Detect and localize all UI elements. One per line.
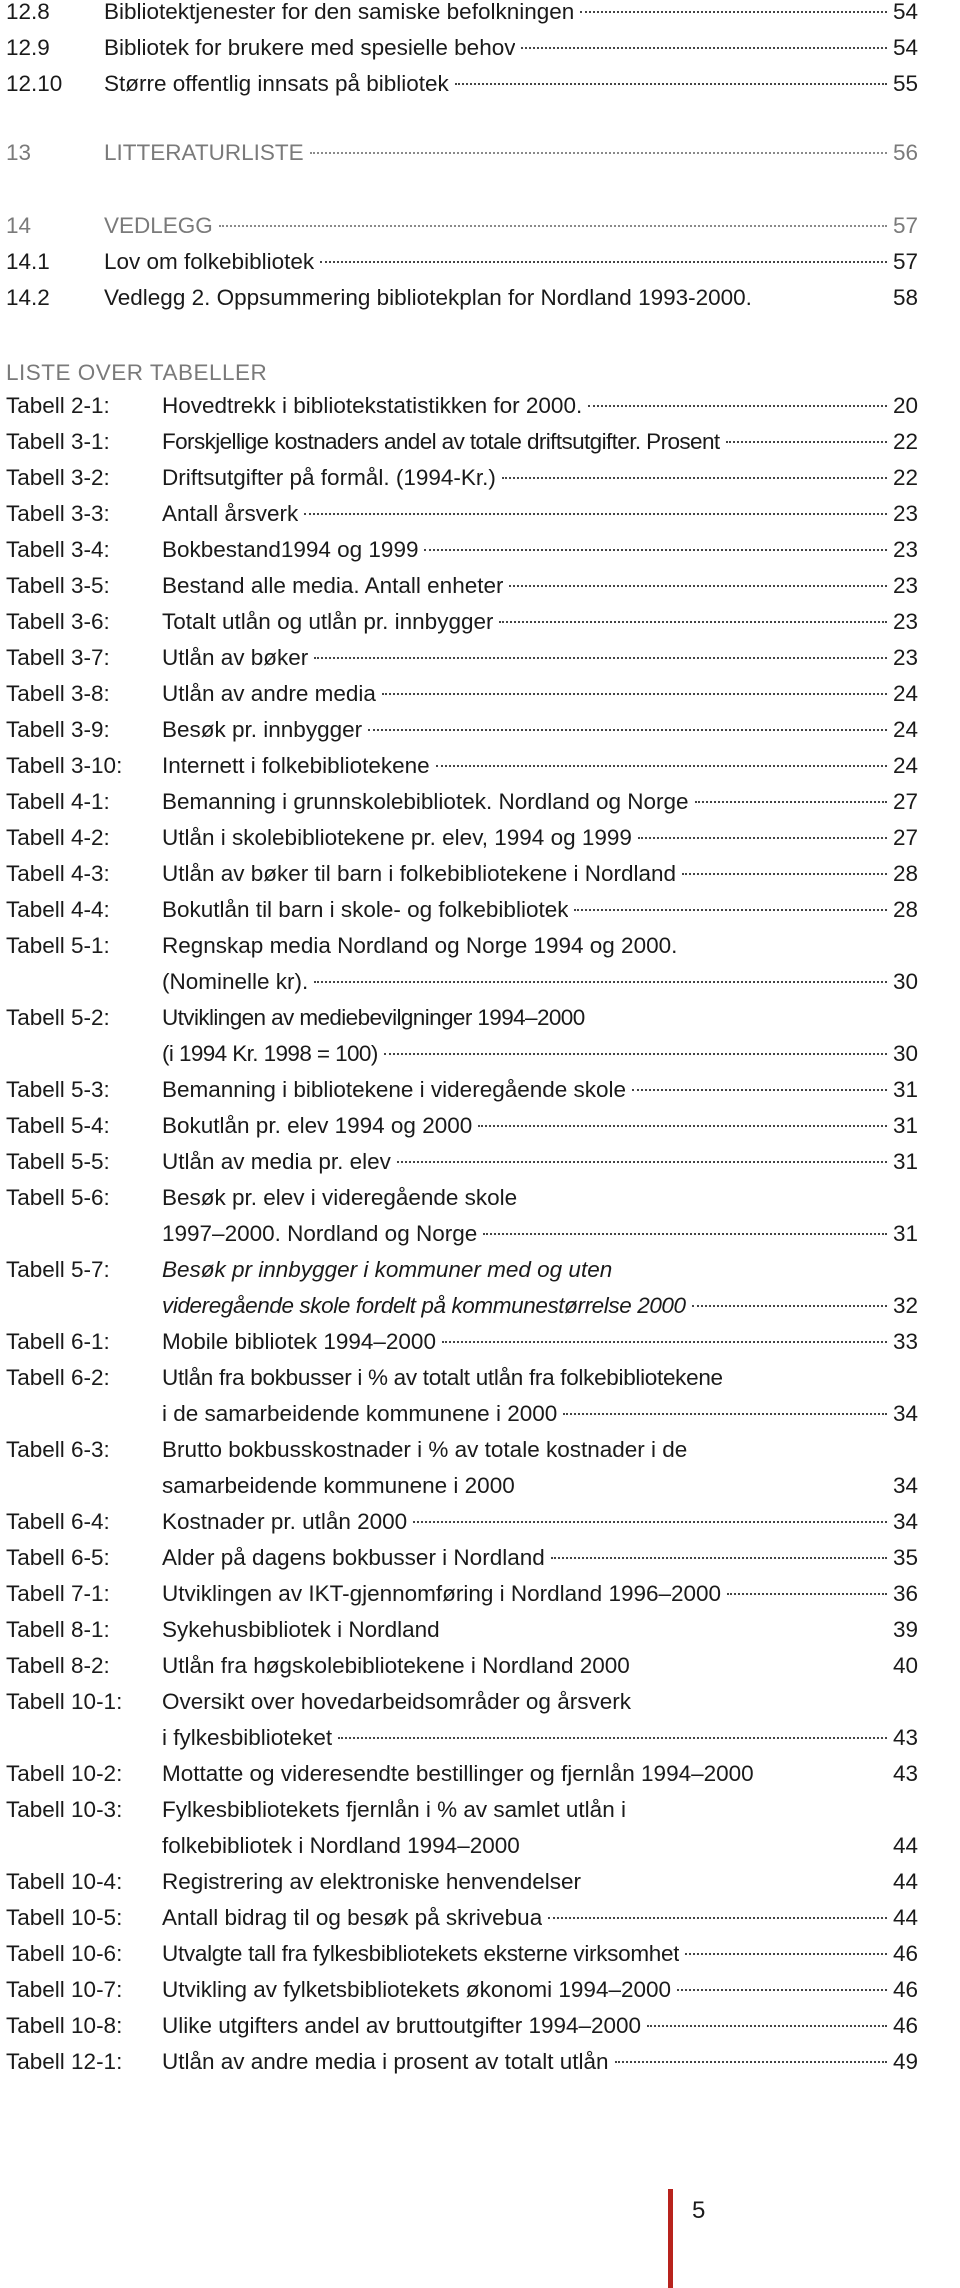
toc-entry[interactable] (6, 0, 918, 29)
table-label: Tabell 7-1: (6, 1581, 110, 1606)
table-title: Bokutlån pr. elev 1994 og 2000 (162, 1113, 473, 1138)
leader-dots (382, 693, 887, 695)
table-page: 44 (892, 1905, 918, 1930)
table-page: 23 (892, 573, 918, 598)
table-title: Hovedtrekk i bibliotekstatistikken for 2000. (162, 393, 583, 418)
table-entry[interactable] (6, 1792, 918, 1864)
table-page: 23 (892, 537, 918, 562)
leader-dots (320, 261, 887, 263)
table-title: Besøk pr. innbygger (162, 717, 363, 742)
table-page: 44 (892, 1869, 918, 1894)
table-title: Bemanning i bibliotekene i videregående skole (162, 1077, 627, 1102)
tables-heading: LISTE OVER TABELLER (6, 360, 268, 385)
leader-dots (502, 477, 887, 479)
table-page: 31 (892, 1077, 918, 1102)
table-page: 43 (892, 1761, 918, 1786)
leader-dots (692, 1305, 887, 1307)
table-page: 32 (892, 1293, 918, 1318)
table-label: Tabell 3-7: (6, 645, 110, 670)
table-title: Bemanning i grunnskolebibliotek. Nordland og Norge (162, 789, 689, 814)
table-page: 24 (892, 681, 918, 706)
page-number: 5 (692, 2197, 706, 2224)
toc-number: 13 (6, 140, 32, 165)
table-entry[interactable] (6, 928, 918, 1000)
leader-dots (548, 1917, 887, 1919)
table-title: Forskjellige kostnaders andel av totale driftsutgifter. Prosent (162, 429, 720, 454)
table-page: 24 (892, 717, 918, 742)
table-title: Antall årsverk (162, 501, 299, 526)
table-title: Utlån i skolebibliotekene pr. elev, 1994 og 1999 (162, 825, 632, 850)
leader-dots (727, 1593, 887, 1595)
table-page: 46 (892, 2013, 918, 2038)
toc-title: Bibliotektjenester for den samiske befolkningen (104, 0, 575, 24)
leader-dots (314, 981, 887, 983)
table-label: Tabell 10-5: (6, 1905, 123, 1930)
table-title: Besøk pr innbygger i kommuner med og uten (162, 1257, 613, 1282)
table-label: Tabell 10-6: (6, 1941, 123, 1966)
table-title: Utvalgte tall fra fylkesbibliotekets eksterne virksomhet (162, 1941, 680, 1966)
toc-page: 56 (892, 140, 918, 165)
table-title: Antall bidrag til og besøk på skrivebua (162, 1905, 543, 1930)
toc-number: 12.9 (6, 35, 50, 60)
leader-dots (632, 1089, 887, 1091)
table-label: Tabell 8-2: (6, 1653, 110, 1678)
toc-page: 54 (892, 0, 918, 24)
table-label: Tabell 10-3: (6, 1797, 123, 1822)
table-label: Tabell 4-2: (6, 825, 110, 850)
table-label: Tabell 5-3: (6, 1077, 110, 1102)
table-label: Tabell 6-2: (6, 1365, 110, 1390)
table-label: Tabell 3-6: (6, 609, 110, 634)
table-title: Internett i folkebibliotekene (162, 753, 430, 778)
table-title-continued: samarbeidende kommunene i 2000 (162, 1473, 515, 1498)
table-page: 23 (892, 501, 918, 526)
table-entry[interactable] (6, 1360, 918, 1432)
table-title-continued: videregående skole fordelt på kommunestørrelse 2000 (162, 1293, 686, 1318)
table-title: Totalt utlån og utlån pr. innbygger (162, 609, 494, 634)
toc-entry[interactable] (6, 31, 918, 65)
leader-dots (397, 1161, 887, 1163)
leader-dots (615, 2061, 887, 2063)
table-title: Utviklingen av mediebevilgninger 1994–2000 (162, 1005, 585, 1030)
table-page: 27 (892, 789, 918, 814)
leader-dots (580, 11, 887, 13)
table-label: Tabell 4-1: (6, 789, 110, 814)
table-title: Registrering av elektroniske henvendelser (162, 1869, 581, 1894)
leader-dots (677, 1989, 887, 1991)
table-title: Mobile bibliotek 1994–2000 (162, 1329, 436, 1354)
table-page: 30 (892, 969, 918, 994)
table-title: Ulike utgifters andel av bruttoutgifter 1994–2000 (162, 2013, 642, 2038)
table-page: 33 (892, 1329, 918, 1354)
table-page: 23 (892, 609, 918, 634)
table-page: 20 (892, 393, 918, 418)
toc-page: 57 (892, 249, 918, 274)
table-label: Tabell 3-5: (6, 573, 110, 598)
table-title: Bokbestand1994 og 1999 (162, 537, 419, 562)
table-label: Tabell 12-1: (6, 2049, 123, 2074)
table-title: Besøk pr. elev i videregående skole (162, 1185, 518, 1210)
table-title: Utvikling av fylketsbibliotekets økonomi 1994–2000 (162, 1977, 672, 2002)
table-label: Tabell 10-8: (6, 2013, 123, 2038)
toc-number: 12.10 (6, 71, 63, 96)
table-entry[interactable] (6, 1684, 918, 1756)
table-title: Utlån fra bokbusser i % av totalt utlån fra folkebibliotekene (162, 1365, 723, 1390)
table-label: Tabell 3-8: (6, 681, 110, 706)
leader-dots (436, 765, 887, 767)
table-entry[interactable] (6, 1432, 918, 1504)
page-marker-bar (668, 2189, 673, 2288)
table-label: Tabell 8-1: (6, 1617, 110, 1642)
table-entry[interactable] (6, 1000, 918, 1072)
toc-number: 12.8 (6, 0, 50, 24)
leader-dots (695, 801, 887, 803)
table-page: 22 (892, 429, 918, 454)
table-title-continued: (Nominelle kr). (162, 969, 309, 994)
toc-entry[interactable] (6, 67, 918, 101)
table-title: Alder på dagens bokbusser i Nordland (162, 1545, 545, 1570)
table-page: 28 (892, 861, 918, 886)
table-label: Tabell 10-4: (6, 1869, 123, 1894)
table-title: Bokutlån til barn i skole- og folkebibliotek (162, 897, 569, 922)
table-label: Tabell 6-4: (6, 1509, 110, 1534)
table-page: 31 (892, 1149, 918, 1174)
leader-dots (310, 152, 887, 154)
table-page: 34 (892, 1473, 918, 1498)
leader-dots (455, 83, 887, 85)
table-page: 44 (892, 1833, 918, 1858)
toc-entry[interactable] (6, 281, 918, 315)
toc-title: Vedlegg 2. Oppsummering bibliotekplan for Nordland 1993-2000. (104, 285, 752, 310)
table-page: 36 (892, 1581, 918, 1606)
leader-dots (368, 729, 887, 731)
table-page: 39 (892, 1617, 918, 1642)
table-page: 31 (892, 1113, 918, 1138)
toc-page: 55 (892, 71, 918, 96)
table-page: 46 (892, 1977, 918, 2002)
leader-dots (478, 1125, 887, 1127)
table-title: Utlån av bøker til barn i folkebibliotekene i Nordland (162, 861, 677, 886)
leader-dots (726, 441, 887, 443)
table-page: 27 (892, 825, 918, 850)
leader-dots (521, 47, 886, 49)
leader-dots (384, 1053, 887, 1055)
table-label: Tabell 3-4: (6, 537, 110, 562)
toc-number: 14.1 (6, 249, 50, 274)
table-title-continued: 1997–2000. Nordland og Norge (162, 1221, 478, 1246)
table-entry[interactable] (6, 1180, 918, 1252)
table-page: 43 (892, 1725, 918, 1750)
table-label: Tabell 6-3: (6, 1437, 110, 1462)
leader-dots (563, 1413, 887, 1415)
toc-title: Større offentlig innsats på bibliotek (104, 71, 449, 96)
table-page: 24 (892, 753, 918, 778)
leader-dots (638, 837, 887, 839)
table-title: Utlån av media pr. elev (162, 1149, 391, 1174)
toc-title: LITTERATURLISTE (104, 140, 304, 165)
table-label: Tabell 10-7: (6, 1977, 123, 2002)
table-page: 28 (892, 897, 918, 922)
table-label: Tabell 5-6: (6, 1185, 110, 1210)
table-label: Tabell 4-4: (6, 897, 110, 922)
table-title: Fylkesbibliotekets fjernlån i % av samlet utlån i (162, 1797, 626, 1822)
table-title: Driftsutgifter på formål. (1994-Kr.) (162, 465, 496, 490)
table-page: 34 (892, 1509, 918, 1534)
toc-title: Bibliotek for brukere med spesielle behov (104, 35, 516, 60)
table-label: Tabell 10-2: (6, 1761, 123, 1786)
table-page: 35 (892, 1545, 918, 1570)
table-page: 30 (892, 1041, 918, 1066)
toc-page: 54 (892, 35, 918, 60)
toc-title: VEDLEGG (104, 213, 213, 238)
table-page: 34 (892, 1401, 918, 1426)
toc-page: 57 (892, 213, 918, 238)
leader-dots (647, 2025, 887, 2027)
leader-dots (483, 1233, 887, 1235)
table-title: Regnskap media Nordland og Norge 1994 og 2000. (162, 933, 678, 958)
table-page: 23 (892, 645, 918, 670)
table-label: Tabell 5-2: (6, 1005, 110, 1030)
leader-dots (442, 1341, 887, 1343)
toc-title: Lov om folkebibliotek (104, 249, 315, 274)
table-title-continued: (i 1994 Kr. 1998 = 100) (162, 1041, 378, 1066)
table-title: Bestand alle media. Antall enheter (162, 573, 504, 598)
table-title-continued: folkebibliotek i Nordland 1994–2000 (162, 1833, 520, 1858)
table-title: Brutto bokbusskostnader i % av totale kostnader i de (162, 1437, 688, 1462)
table-page: 49 (892, 2049, 918, 2074)
table-page: 40 (892, 1653, 918, 1678)
table-title: Utviklingen av IKT-gjennomføring i Nordland 1996–2000 (162, 1581, 722, 1606)
leader-dots (574, 909, 886, 911)
table-label: Tabell 6-5: (6, 1545, 110, 1570)
leader-dots (219, 225, 887, 227)
toc-page: 58 (892, 285, 918, 310)
table-title: Utlån av bøker (162, 645, 309, 670)
leader-dots (338, 1737, 887, 1739)
table-label: Tabell 10-1: (6, 1689, 123, 1714)
leader-dots (588, 405, 887, 407)
leader-dots (314, 657, 887, 659)
table-label: Tabell 3-3: (6, 501, 110, 526)
table-title: Sykehusbibliotek i Nordland (162, 1617, 440, 1642)
table-page: 22 (892, 465, 918, 490)
leader-dots (499, 621, 886, 623)
toc-entry[interactable] (6, 209, 918, 243)
table-label: Tabell 5-5: (6, 1149, 110, 1174)
table-label: Tabell 5-1: (6, 933, 110, 958)
table-label: Tabell 5-4: (6, 1113, 110, 1138)
leader-dots (424, 549, 886, 551)
table-label: Tabell 2-1: (6, 393, 110, 418)
toc-number: 14 (6, 213, 32, 238)
leader-dots (685, 1953, 887, 1955)
table-label: Tabell 3-1: (6, 429, 110, 454)
table-title: Utlån av andre media i prosent av totalt utlån (162, 2049, 609, 2074)
table-label: Tabell 4-3: (6, 861, 110, 886)
table-title: Kostnader pr. utlån 2000 (162, 1509, 408, 1534)
toc-entry[interactable] (6, 136, 918, 170)
table-label: Tabell 5-7: (6, 1257, 110, 1282)
table-title: Oversikt over hovedarbeidsområder og årsverk (162, 1689, 631, 1714)
table-title: Mottatte og videresendte bestillinger og fjernlån 1994–2000 (162, 1761, 754, 1786)
table-entry[interactable] (6, 1252, 918, 1324)
table-title-continued: i fylkesbiblioteket (162, 1725, 333, 1750)
toc-number: 14.2 (6, 285, 50, 310)
table-title: Utlån av andre media (162, 681, 376, 706)
table-label: Tabell 3-9: (6, 717, 110, 742)
table-label: Tabell 3-10: (6, 753, 123, 778)
leader-dots (682, 873, 887, 875)
table-page: 31 (892, 1221, 918, 1246)
table-title: Utlån fra høgskolebibliotekene i Nordland 2000 (162, 1653, 630, 1678)
toc-entry[interactable] (6, 245, 918, 279)
leader-dots (551, 1557, 887, 1559)
table-label: Tabell 3-2: (6, 465, 110, 490)
leader-dots (304, 513, 887, 515)
table-title-continued: i de samarbeidende kommunene i 2000 (162, 1401, 558, 1426)
leader-dots (413, 1521, 887, 1523)
table-page: 46 (892, 1941, 918, 1966)
leader-dots (509, 585, 886, 587)
table-label: Tabell 6-1: (6, 1329, 110, 1354)
